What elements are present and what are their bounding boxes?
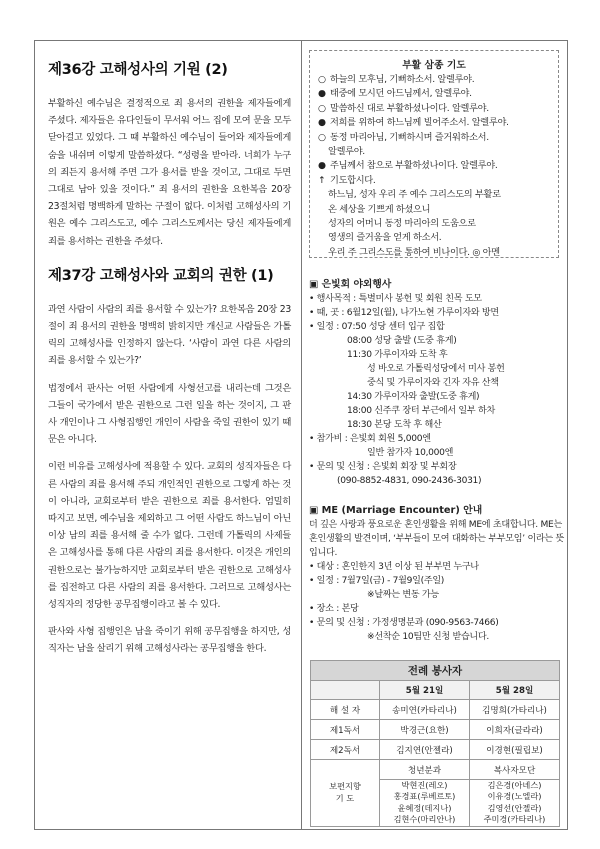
liturgy-server-table [310,660,560,827]
lesson36-title: 제36강 고해성사의 기원 (2) [48,62,228,78]
server-name: 박현진(레오) [401,780,448,790]
prayer-title: 부활 삼종 기도 [402,60,466,71]
prayer-lines [318,73,550,260]
me-line: • 대상 : 혼인한지 3년 이상 된 부부면 누구나 [309,562,479,572]
outing-line: 중식 및 가루이자와 긴자 자유 산책 [367,378,499,388]
lesson36-paragraph: 부활하신 예수님은 결정적으로 죄 용서의 권한을 제자들에게 주셨다. 제자들은 유다인들이 무서워 어느 집에 모여 문을 모두 닫아걸고 있었다. 그 때 부활하신 예수님이 들어와 제자들에게 숨을 내쉬며 이렇게 말씀하셨다. “성령을 받아라. 너희가 누구의 죄든지 용서해 주면 그가 용서를 받을 것이고, 그대로 두면 그대로 남아 있을 것이다.” 죄 용서의 권한을 요한복음 20장 23절처럼 명백하게 말하는 구절이 없다. 이처럼 고해성사의 기원은 예수 그리스도고, 예수 그리스도께서는 당신 제자들에게 죄를 용서하는 권한을 주셨다. [48,98,291,247]
me-intro: 더 깊은 사랑과 풍요로운 혼인생활을 위해 ME에 초대합니다. ME는 혼인생활의 발견이며, ‘부부들이 모여 대화하는 부부모임’ 이라는 뜻입니다. [309,520,564,558]
prayer-text: 영생의 즐거움을 얻게 하소서. [328,232,442,244]
table-header: 5월 21일 [380,681,470,700]
outing-line: 14:30 가루이자와 출발(도중 휴게) [347,392,480,402]
outing-line: (090-8852-4831, 090-2436-3031) [337,476,482,486]
me-line: • 일정 : 7월7일(금) - 7월9일(주일) [309,576,445,586]
prayer-label: 보편지향 [329,781,361,792]
prayer-line [318,246,550,260]
table-cell [470,780,560,827]
lesson37-paragraph: 과연 사람이 사람의 죄를 용서할 수 있는가? 요한복음 20장 23절이 죄 용서의 권한을 명백히 밝히지만 개신교 사람들은 가톨릭의 고해성사를 인정하지 않는다. ‘사람이 과연 다른 사람의 죄를 용서할 수 있는가?’ [48,303,291,367]
outing-line: • 때, 곳 : 6월12일(월), 나가노현 가루이자와 방면 [309,308,499,318]
prayer-line [318,159,550,173]
easter-angelus-box [309,50,559,258]
server-name: 김영선(안젤라) [487,802,542,813]
prayer-mark: ○ [318,102,326,114]
prayer-line [318,102,550,116]
outing-line: 성 바오로 가톨릭성당에서 미사 봉헌 [367,364,505,374]
lesson37-title: 제37강 고해성사와 교회의 권한 (1) [48,267,274,284]
outing-line: 11:30 가루이자와 도착 후 [347,350,448,360]
table-row-label: 제2독서 [311,740,380,760]
outing-line: • 행사목적 : 특별미사 봉헌 및 회원 친목 도모 [309,294,482,304]
prayer-text: 성자의 어머니 동정 마리아의 도움으로 [328,218,476,230]
prayer-line [318,231,550,245]
table-row-label [311,760,380,827]
me-details [309,560,565,644]
prayer-text: 동정 마리아님, 기뻐하시며 즐거워하소서. [330,131,489,143]
prayer-text: 온 세상을 기쁘게 하셨으니 [328,203,431,215]
prayer-mark: ● [318,117,326,129]
notices [309,276,565,644]
server-name: 김은경(아녜스) [487,780,542,790]
table-cell: 송미연(카타리나) [380,700,470,720]
server-name: 이유경(노엘라) [487,791,542,802]
lesson37-paragraph: 법정에서 판사는 어떤 사람에게 사형선고를 내리는데 그것은 그들이 국가에서 받은 권한으로 그런 일을 하는 것이지, 그 판사 개인이나 그 사형집행인 개인이 사람을 죽일 권한이 있기 때문은 아니다. [48,382,291,446]
table-title: 전례 봉사자 [311,661,560,681]
prayer-mark: ○ [318,74,326,85]
left-column [48,52,291,668]
prayer-text: 저희를 위하여 하느님께 빌어주소서. 알렐루야. [330,117,509,129]
group-name: 복사자모단 [470,760,560,780]
table-row [311,720,560,740]
outing-line: • 문의 및 신청 : 은빛회 회장 및 부회장 [309,462,457,472]
lesson37-paragraph: 판사와 사형 집행인은 남을 죽이기 위해 공무집행을 하지만, 성직자는 남을 살리기 위해 고해성사라는 공무집행을 한다. [48,626,291,655]
table-row [311,700,560,720]
prayer-line [318,145,550,159]
outing-heading: ▣ 은빛회 야외행사 [309,279,392,290]
outing-line: 08:00 성당 출발 (도중 휴게) [347,336,457,346]
table-cell: 이경현(필립보) [470,740,560,760]
table-row-label: 제1독서 [311,720,380,740]
prayer-text: 우리 주 그리스도를 통하여 비나이다. ◎ 아멘 [328,246,500,258]
me-line: ※선착순 10팀만 신청 받습니다. [367,632,489,642]
prayer-text: 주님께서 참으로 부활하셨나이다. 알렐루야. [330,160,498,172]
server-name: 홍경표(루베르토) [393,791,456,802]
prayer-line [318,174,550,188]
prayer-line [318,116,550,130]
table-row-label: 해 설 자 [311,700,380,720]
table-cell: 박경근(요한) [380,720,470,740]
table-cell: 김지연(안젤라) [380,740,470,760]
me-line: • 장소 : 본당 [309,604,359,614]
prayer-label: 기 도 [335,792,355,803]
prayer-text: 알렐루야. [328,146,365,158]
outing-line: • 일정 : 07:50 성당 센터 입구 집합 [309,322,445,332]
outing-line: 18:30 본당 도착 후 해산 [347,420,442,430]
table-cell: 김명희(가타리나) [470,700,560,720]
table-body [311,700,560,760]
prayer-line [318,188,550,202]
prayer-mark: ● [318,160,326,172]
table-header [311,681,380,700]
outing-line: • 참가비 : 은빛회 회원 5,000엔 [309,434,431,444]
table-cell [380,780,470,827]
prayer-line [318,217,550,231]
prayer-mark: ● [318,88,326,100]
table-cell: 이희자(글라라) [470,720,560,740]
prayer-text: 태중에 모시던 아드님께서, 알렐루야. [330,88,472,100]
prayer-line [318,131,550,145]
prayer-mark: ○ [318,131,326,143]
outing-line: 일반 참가자 10,000엔 [367,448,454,458]
server-name: 김현수(마리안나) [393,814,456,825]
me-line: ※날짜는 변동 가능 [367,590,439,600]
column-divider [301,40,302,830]
prayer-line [318,73,550,87]
prayer-line [318,203,550,217]
me-heading: ▣ ME (Marriage Encounter) 안내 [309,505,483,516]
table-row [311,740,560,760]
me-line: • 문의 및 신청 : 가정생명분과 (090-9563-7466) [309,618,499,628]
table-header: 5월 28일 [470,681,560,700]
outing-line: 18:00 신주쿠 장터 부근에서 일부 하차 [347,406,495,416]
prayer-mark: ↑ [318,174,326,186]
lesson37-paragraph: 이런 비유를 고해성사에 적용할 수 있다. 교회의 성직자들은 다른 사람의 죄를 용서해 주되 개인적인 권한으로 그렇게 하는 것이 아니라, 교회로부터 받은 권한으로 죄를 용서한다. 엄밀히 따지고 보면, 예수님을 제외하고 그 어떤 사람도 하느님이 아닌 이상 남의 죄를 용서해 줄 수가 없다. 그런데 가톨릭의 사제들은 고해성사를 통해 다른 사람의 죄를 용서한다. 이것은 개인의 권한으로는 불가능하지만 교회로부터 받은 권한으로 고해성사를 집전하고 다른 사람의 죄를 용서한다. 그러므로 고해성사는 성직자의 정당한 공무집행이라고 볼 수 있다. [48,461,291,611]
prayer-text: 기도합시다. [330,174,376,186]
server-name: 윤혜정(데지나) [397,802,452,813]
me-section [309,502,565,644]
group-name: 청년분과 [380,760,470,780]
prayer-line [318,87,550,101]
prayer-text: 하느님, 성자 우리 주 예수 그리스도의 부활로 [328,189,501,201]
prayer-text: 하늘의 모후님, 기뻐하소서. 알렐루야. [330,74,475,85]
prayer-text: 말씀하신 대로 부활하셨나이다. 알렐루야. [330,102,489,114]
server-name: 주미경(카타리나) [483,814,546,825]
outing-details [309,292,565,488]
